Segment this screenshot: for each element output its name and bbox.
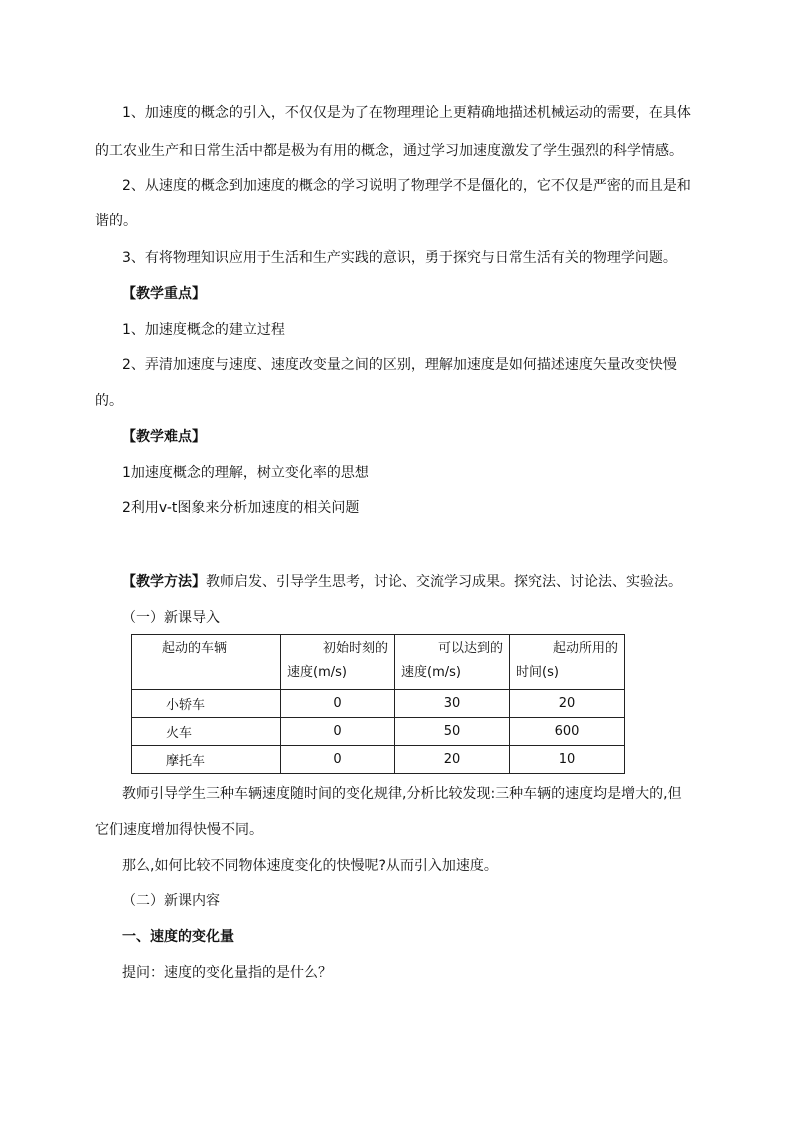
- table-cell: 0: [281, 746, 395, 774]
- table-cell: 20: [510, 690, 625, 718]
- table-row: [132, 746, 625, 774]
- methods-line: [122, 573, 682, 591]
- key-point-2-line-2: 的。: [95, 393, 123, 409]
- table-row: [132, 690, 625, 718]
- objective-1-line-2: 的工农业生产和日常生活中都是极为有用的概念，通过学习加速度激发了学生强烈的科学情感。: [95, 143, 683, 159]
- table-cell: 20: [395, 746, 510, 774]
- section-1-title: （一）新课导入: [122, 610, 220, 626]
- key-points-heading: 【教学重点】: [122, 286, 206, 302]
- table-cell-vehicle: 小轿车: [132, 690, 281, 718]
- paragraph-2: 那么,如何比较不同物体速度变化的快慢呢?从而引入加速度。: [122, 858, 498, 874]
- question-text: 提问：速度的变化量指的是什么？: [122, 965, 332, 981]
- table-cell: 30: [395, 690, 510, 718]
- difficulty-2: 2利用v-t图象来分析加速度的相关问题: [122, 500, 360, 516]
- section-2-title: （二）新课内容: [122, 893, 220, 909]
- vehicle-table: [131, 634, 625, 774]
- table-header-cell: 可以达到的 速度(m/s): [395, 635, 510, 690]
- table-row: [132, 718, 625, 746]
- difficulties-heading: 【教学难点】: [122, 429, 206, 445]
- objective-1-line-1: 1、加速度的概念的引入，不仅仅是为了在物理理论上更精确地描述机械运动的需要，在具体: [122, 105, 691, 121]
- subsection-1-title: 一、速度的变化量: [122, 929, 234, 945]
- paragraph-1-line-2: 它们速度增加得快慢不同。: [95, 822, 263, 838]
- difficulty-1: 1加速度概念的理解，树立变化率的思想: [122, 465, 369, 481]
- methods-heading: 【教学方法】: [122, 574, 206, 590]
- table-header-cell: 起动的车辆: [132, 635, 281, 690]
- table-header-cell: 初始时刻的 速度(m/s): [281, 635, 395, 690]
- paragraph-1-line-1: 教师引导学生三种车辆速度随时间的变化规律,分析比较发现:三种车辆的速度均是增大的,但: [122, 786, 682, 802]
- table-cell: 0: [281, 690, 395, 718]
- table-cell: 50: [395, 718, 510, 746]
- table-cell-vehicle: 摩托车: [132, 746, 281, 774]
- objective-3: 3、有将物理知识应用于生活和生产实践的意识，勇于探究与日常生活有关的物理学问题。: [122, 250, 677, 266]
- objective-2-line-1: 2、从速度的概念到加速度的概念的学习说明了物理学不是僵化的，它不仅是严密的而且是和: [122, 178, 691, 194]
- table-header-cell: 起动所用的 时间(s): [510, 635, 625, 690]
- table-cell: 0: [281, 718, 395, 746]
- table-cell: 600: [510, 718, 625, 746]
- table-cell-vehicle: 火车: [132, 718, 281, 746]
- methods-text: 教师启发、引导学生思考，讨论、交流学习成果。探究法、讨论法、实验法。: [206, 574, 682, 590]
- key-point-1: 1、加速度概念的建立过程: [122, 322, 285, 338]
- table-header-row: [132, 635, 625, 690]
- key-point-2-line-1: 2、弄清加速度与速度、速度改变量之间的区别，理解加速度是如何描述速度矢量改变快慢: [122, 357, 677, 373]
- objective-2-line-2: 谐的。: [95, 213, 137, 229]
- table-cell: 10: [510, 746, 625, 774]
